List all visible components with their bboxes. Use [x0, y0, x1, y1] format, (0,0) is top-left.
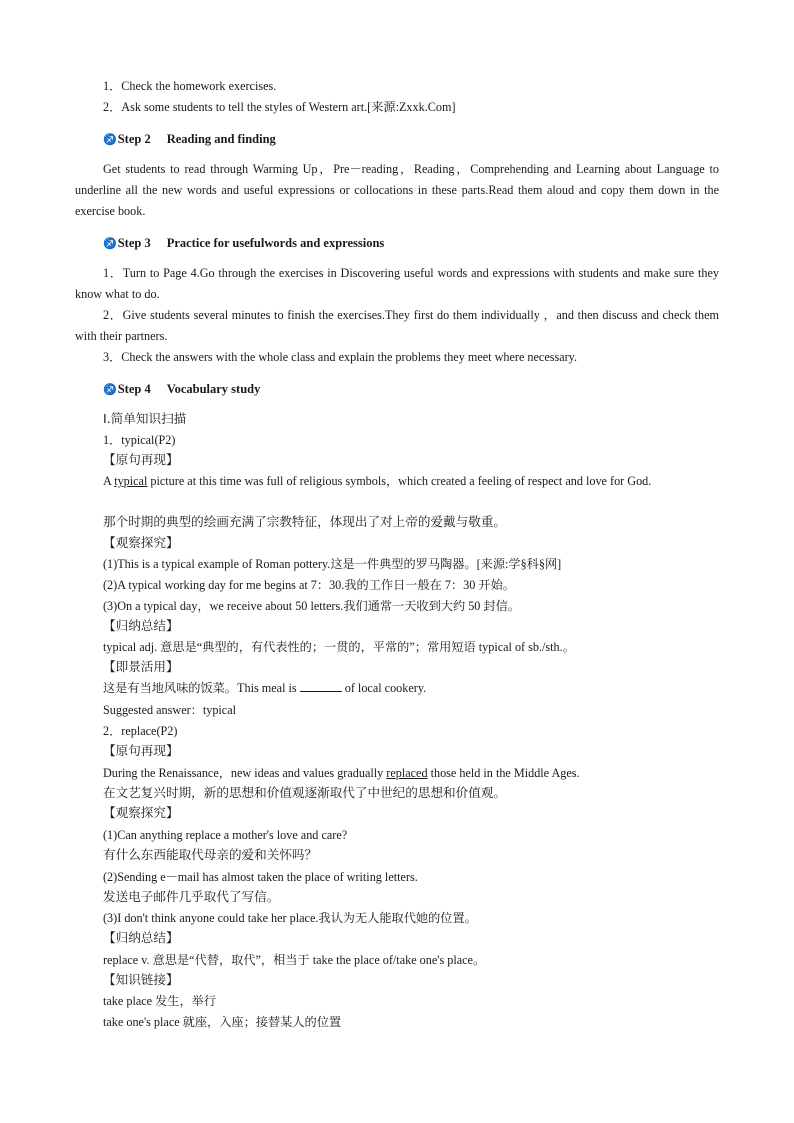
sentence-start: During the Renaissance，new ideas and values gradually — [103, 766, 387, 780]
step2-heading — [103, 131, 276, 148]
word-1-original-sentence — [75, 471, 719, 492]
step3-item-3: 3．Check the answers with the whole class and explain the problems they meet where necessary. — [103, 350, 578, 364]
sentence-start: A — [103, 474, 115, 488]
link-phrase-1: take place 发生，举行 — [103, 994, 217, 1008]
step-title: Vocabulary study — [166, 382, 261, 396]
word-2-example-1-translation: 有什么东西能取代母亲的爱和关怀吗？ — [103, 847, 318, 862]
original-sentence-label: 【原句再现】 — [103, 452, 179, 467]
apply-label: 【即景活用】 — [103, 659, 179, 674]
exercise-rest: of local cookery. — [341, 681, 427, 695]
step2-text: Get students to read through Warming Up，Pre－reading，Reading，Comprehending and Learning about Language to underline all the new words and useful expressions or collocations in these parts.Read them aloud and copy them down in the exercise book. — [75, 162, 719, 218]
step-title: Practice for usefulwords and expressions — [166, 236, 385, 250]
homework-item: 1．Check the homework exercises. — [103, 79, 277, 93]
step-title: Reading and finding — [166, 132, 276, 146]
word-1-example-2: (2)A typical working day for me begins at 7：30.我的工作日一般在 7：30 开始。 — [103, 578, 515, 592]
step-number: Step 3 — [117, 236, 151, 250]
step3-item-1-text: 1．Turn to Page 4.Go through the exercises in Discovering useful words and expressions with students and make sure they know what to do. — [75, 266, 719, 301]
word-1-summary: typical adj. 意思是“典型的，有代表性的；一贯的，平常的”；常用短语 typical of sb./sth.。 — [103, 640, 575, 654]
word-2-heading: 2．replace(P2) — [103, 724, 178, 738]
section-title: Ⅰ.简单知识扫描 — [103, 411, 187, 426]
step-number: Step 4 — [117, 382, 151, 396]
step-marker-icon: ♐ — [103, 134, 117, 146]
underlined-word: replaced — [386, 766, 428, 780]
word-2-original-sentence — [103, 765, 580, 781]
word-1-heading: 1．typical(P2) — [103, 433, 176, 447]
step-marker-icon: ♐ — [103, 238, 117, 250]
sentence-rest: those held in the Middle Ages. — [427, 766, 580, 780]
step2-paragraph — [75, 159, 719, 222]
western-art-item: 2．Ask some students to tell the styles of Western art.[来源:Zxxk.Com] — [103, 100, 456, 114]
original-sentence-label: 【原句再现】 — [103, 743, 179, 758]
step3-heading — [103, 235, 384, 252]
underlined-word: typical — [114, 474, 148, 488]
link-phrase-2: take one's place 就座，入座；接替某人的位置 — [103, 1015, 342, 1029]
answer-blank — [300, 680, 342, 692]
sentence-rest: picture at this time was full of religious symbols，which created a feeling of respect and love for God. — [147, 474, 652, 488]
word-1-example-1: (1)This is a typical example of Roman pottery.这是一件典型的罗马陶器。[来源:学§科§网] — [103, 557, 562, 571]
observe-label: 【观察探究】 — [103, 805, 179, 820]
word-1-example-3: (3)On a typical day，we receive about 50 letters.我们通常一天收到大约 50 封信。 — [103, 599, 520, 613]
summary-label: 【归纳总结】 — [103, 618, 179, 633]
summary-label: 【归纳总结】 — [103, 930, 179, 945]
word-2-summary: replace v. 意思是“代替，取代”，相当于 take the place of/take one's place。 — [103, 953, 486, 967]
word-1-exercise — [103, 680, 426, 696]
step4-heading — [103, 381, 260, 398]
word-2-translation: 在文艺复兴时期，新的思想和价值观逐渐取代了中世纪的思想和价值观。 — [103, 785, 506, 800]
suggested-answer: Suggested answer：typical — [103, 703, 237, 717]
step3-item-1 — [75, 263, 719, 305]
word-2-example-3: (3)I don't think anyone could take her place.我认为无人能取代她的位置。 — [103, 911, 477, 925]
word-2-example-2-translation: 发送电子邮件几乎取代了写信。 — [103, 889, 280, 904]
exercise-prompt: 这是有当地风味的饭菜。This meal is — [103, 681, 300, 695]
word-2-example-2: (2)Sending e－mail has almost taken the place of writing letters. — [103, 870, 418, 884]
step3-item-2 — [75, 305, 719, 347]
knowledge-link-label: 【知识链接】 — [103, 972, 179, 987]
step-marker-icon: ♐ — [103, 384, 117, 396]
step-number: Step 2 — [117, 132, 151, 146]
step3-item-2-text: 2．Give students several minutes to finish the exercises.They first do them individually ，and then discuss and check them with their partners. — [75, 308, 719, 343]
observe-label: 【观察探究】 — [103, 535, 179, 550]
word-1-translation: 那个时期的典型的绘画充满了宗教特征，体现出了对上帝的爱戴与敬重。 — [103, 514, 506, 529]
word-2-example-1: (1)Can anything replace a mother's love and care? — [103, 828, 348, 842]
